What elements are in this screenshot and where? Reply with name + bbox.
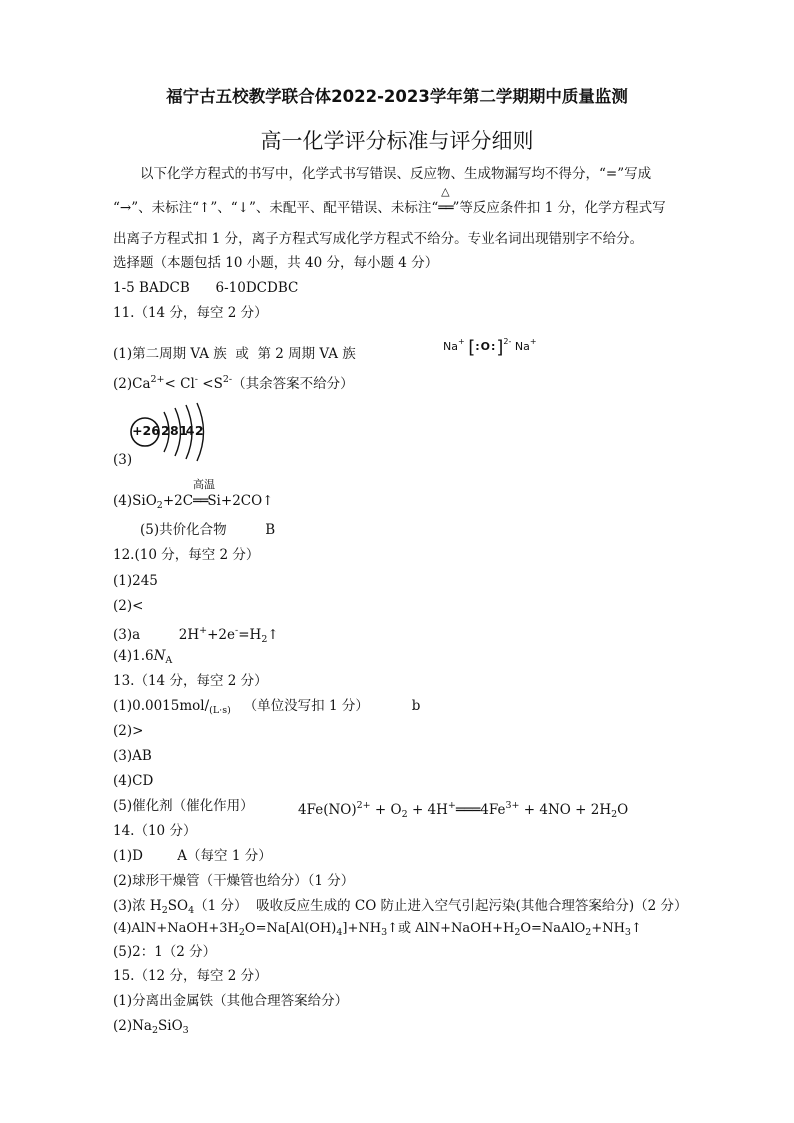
q13-answer-4: (4)CD xyxy=(113,773,154,789)
shell-electrons: 2 8 14 2 xyxy=(161,423,202,438)
q11-heading: 11.（14 分，每空 2 分） xyxy=(113,305,268,321)
bracket-right: ] xyxy=(496,337,504,358)
intro-line-2: “→”、未标注“↑”、“↓”、未配平、配平错误、未标注“ △ ══”等反应条件扣 1 分，化学方程式写 xyxy=(113,185,666,216)
q11-answer-4: (4)SiO$_2$+2C 高温 ══Si+2CO↑ xyxy=(113,478,274,511)
q13-equation: $4Fe(NO)^{2+} + O_2$ + $4H^+═══4Fe^{3+} + 4NO + 2H_2O$ xyxy=(298,800,629,820)
q13-answer-2: (2)> xyxy=(113,723,144,739)
na2o-electron-formula: Na+ [:O:]$^{2-}$ Na+ xyxy=(443,337,537,358)
q11-answer-5: (5)共价化合物 B xyxy=(140,522,276,538)
q15-answer-1: (1)分离出金属铁（其他合理答案给分） xyxy=(113,993,349,1009)
q14-answer-2: (2)球形干燥管（干燥管也给分）（1 分） xyxy=(113,873,355,889)
oxygen-dots: :O: xyxy=(475,340,497,353)
q11-answer-1: (1)第二周期 VA 族 或 第 2 周期 VA 族 xyxy=(113,346,356,362)
intro-line-3: 出离子方程式扣 1 分，离子方程式写成化学方程式不给分。专业名词出现错别字不给分。 xyxy=(113,231,644,247)
bracket-left: [ xyxy=(468,337,476,358)
delta-icon: △ xyxy=(441,185,450,198)
document-title: 福宁古五校教学联合体2022-2023学年第二学期期中质量监测 xyxy=(166,87,628,106)
intro-line-1: 以下化学方程式的书写中，化学式书写错误、反应物、生成物漏写均不得分，“=”写成 xyxy=(140,166,652,182)
mc-answers: 1-5 BADCB 6-10DCDBC xyxy=(113,280,299,296)
document-subtitle: 高一化学评分标准与评分细则 xyxy=(260,129,534,153)
q13-answer-1: $(1)0.0015mol/_{(L\cdot s)}$ （单位没写扣 1 分） b xyxy=(113,698,421,716)
q15-heading: 15.（12 分，每空 2 分） xyxy=(113,968,268,984)
nucleus-charge: +26 xyxy=(132,423,160,438)
q12-answer-3: (3)a $2H^++2e^-=H_2↑$ xyxy=(113,625,279,645)
q14-answer-4: $(4)AlN+NaOH+3H_2O=Na[Al(OH)_4]+NH_3↑$或 $AlN+NaOH+H_2O=NaAlO_2+NH_3↑$ xyxy=(113,921,642,938)
q13-answer-3: (3)AB xyxy=(113,748,152,764)
q12-answer-2: (2)< xyxy=(113,598,144,614)
q12-heading: 12.(10 分，每空 2 分） xyxy=(113,547,260,563)
q14-answer-1: (1)D A（每空 1 分） xyxy=(113,848,272,864)
q11-answer-3: (3) xyxy=(113,452,133,468)
q12-answer-4: $(4)1.6N_A$ xyxy=(113,648,173,666)
high-temperature-condition: 高温 ══ xyxy=(193,478,216,509)
q13-heading: 13.（14 分，每空 2 分） xyxy=(113,673,268,689)
q15-answer-2: $(2)Na_2SiO_3$ xyxy=(113,1018,189,1036)
heating-condition: △ ══ xyxy=(438,185,453,216)
mc-heading: 选择题（本题包括 10 小题，共 40 分，每小题 4 分） xyxy=(113,255,439,271)
q14-answer-3: (3)浓 $H_2SO_4(1$ 分） 吸收反应生成的 CO 防止进入空气引起污染(其他合理答案给分)（2 分） xyxy=(113,898,688,916)
q12-answer-1: (1)245 xyxy=(113,573,158,589)
q11-answer-2: $(2)Ca^{2+}< Cl^- <S^{2-}$（其余答案不给分） xyxy=(113,374,354,392)
fe-atom-structure-diagram xyxy=(128,402,208,462)
q14-heading: 14.（10 分） xyxy=(113,823,197,839)
q14-answer-5: (5)2：1（2 分） xyxy=(113,944,217,960)
q13-answer-5: (5)催化剂（催化作用） xyxy=(113,798,254,814)
